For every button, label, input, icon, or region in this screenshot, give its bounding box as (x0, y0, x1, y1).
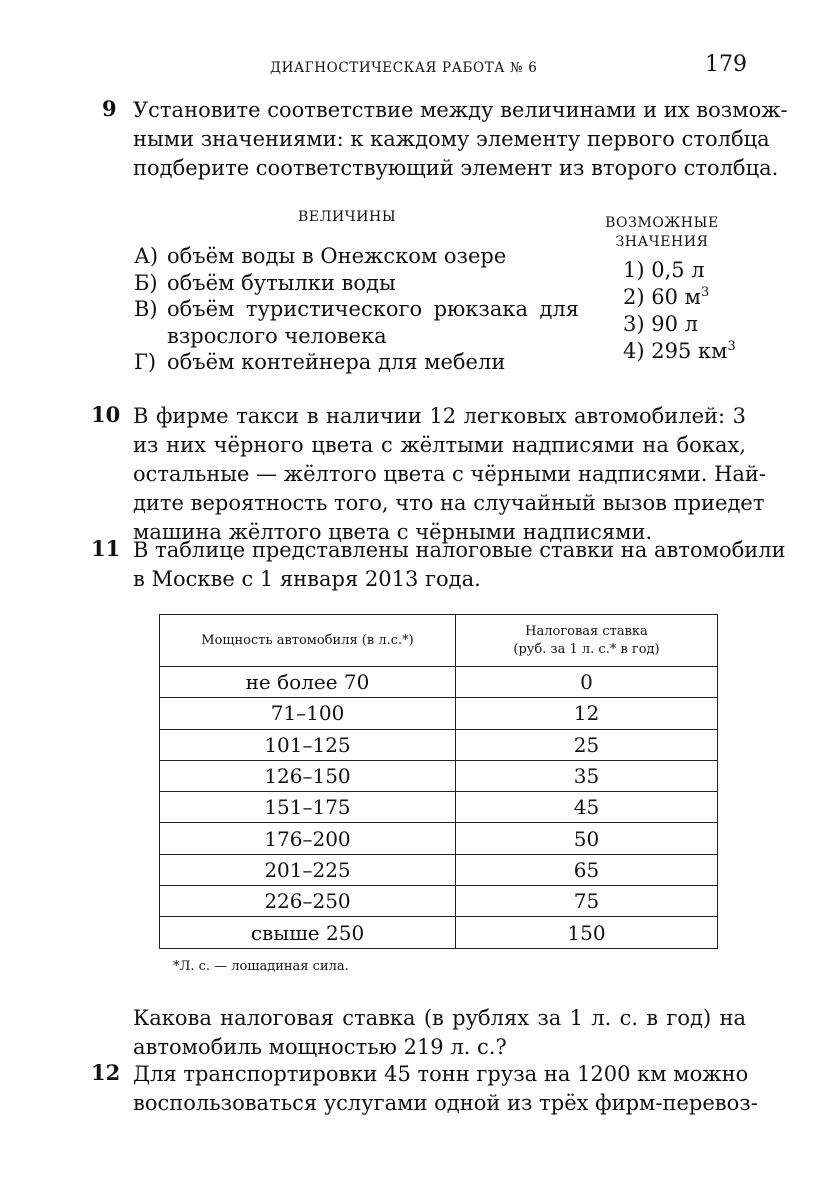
q9-line-2: ными значениями: к каждому элементу первого столбца (133, 127, 770, 151)
cell-power: 101–125 (160, 729, 456, 760)
table-row (160, 667, 718, 698)
cell-rate: 0 (456, 667, 718, 698)
cell-rate: 45 (456, 792, 718, 823)
q10-line-2: из них чёрного цвета с жёлтыми надписями на боках, (133, 433, 746, 457)
q10-line-1: В фирме такси в наличии 12 легковых автомобилей: 3 (133, 404, 746, 428)
question-10-text (133, 402, 767, 547)
q9-item-g (134, 349, 579, 376)
q9-column1-heading: ВЕЛИЧИНЫ (298, 209, 397, 225)
q9-item-text: объём туристического рюкзака для (167, 297, 579, 321)
table-row (160, 917, 718, 948)
cell-rate: 50 (456, 823, 718, 854)
cell-power: 151–175 (160, 792, 456, 823)
cell-rate: 65 (456, 854, 718, 885)
cell-rate: 35 (456, 760, 718, 791)
q9-item-text-continued: взрослого человека (167, 323, 387, 348)
q9-item-label: Г) (134, 350, 157, 374)
running-header: ДИАГНОСТИЧЕСКАЯ РАБОТА № 6 (270, 60, 538, 76)
q9-column2-heading (592, 214, 732, 252)
question-9-text (133, 96, 788, 183)
q10-line-5: машина жёлтого цвета с чёрными надписями. (133, 520, 653, 544)
q9-item-label: А) (134, 244, 159, 268)
cell-power: свыше 250 (160, 917, 456, 948)
q9-value-1: 1) 0,5 л (623, 258, 705, 282)
question-11-number: 11 (91, 536, 121, 561)
q9-item-text: объём бутылки воды (167, 270, 396, 295)
cell-power: 71–100 (160, 698, 456, 729)
q11-question-line-1: Какова налоговая ставка (в рублях за 1 л. с. в год) на (133, 1006, 746, 1030)
q9-item-text: объём воды в Онежском озере (167, 244, 507, 268)
q9-item-text: объём контейнера для мебели (167, 350, 506, 374)
table-row (160, 886, 718, 917)
q9-column2-heading-line1: ВОЗМОЖНЫЕ (605, 215, 719, 231)
q9-column2-heading-line2: ЗНАЧЕНИЯ (615, 234, 709, 250)
q9-values-list (623, 257, 736, 365)
q10-line-4: дите вероятность того, что на случайный вызов приедет (133, 491, 765, 515)
cell-rate: 12 (456, 698, 718, 729)
q9-value-3: 3) 90 л (623, 312, 698, 336)
cell-rate: 75 (456, 886, 718, 917)
q9-value-2: 2) 60 $м^3$ (623, 285, 710, 309)
q9-item-b (134, 270, 579, 297)
table-row (160, 854, 718, 885)
q9-item-label: В) (134, 297, 158, 321)
cell-power: не более 70 (160, 667, 456, 698)
q9-value-4: 4) 295 $км^3$ (623, 339, 736, 363)
cell-power: 226–250 (160, 886, 456, 917)
question-10-number: 10 (91, 402, 121, 427)
cell-power: 176–200 (160, 823, 456, 854)
tax-rate-table (159, 614, 718, 949)
cell-rate: 150 (456, 917, 718, 948)
q12-line-2: воспользоваться услугами одной из трёх фирм-перевоз- (133, 1091, 758, 1115)
q12-line-1: Для транспортировки 45 тонн груза на 1200 км можно (133, 1062, 749, 1086)
q11-question-line-2: автомобиль мощностью 219 л. с.? (133, 1035, 507, 1059)
table-row (160, 792, 718, 823)
table-row (160, 823, 718, 854)
table-row (160, 760, 718, 791)
q9-item-a (134, 243, 579, 270)
q9-quantities-list (134, 243, 579, 376)
q10-line-3: остальные — жёлтого цвета с чёрными надписями. Най- (133, 462, 767, 486)
q11-line-2: в Москве с 1 января 2013 года. (133, 567, 481, 591)
question-12-text (133, 1060, 758, 1118)
q11-line-1: В таблице представлены налоговые ставки на автомобили (133, 538, 786, 562)
question-11-prompt (133, 1004, 746, 1062)
table-header-row (160, 615, 718, 667)
question-9-number: 9 (102, 96, 117, 121)
q9-item-label: Б) (134, 270, 158, 295)
cell-power: 201–225 (160, 854, 456, 885)
question-12-number: 12 (91, 1060, 121, 1085)
table-row (160, 729, 718, 760)
cell-rate: 25 (456, 729, 718, 760)
question-11-text (133, 536, 786, 594)
q9-item-v-continued (134, 323, 579, 350)
q9-line-1: Установите соответствие между величинами и их возмож- (133, 98, 788, 122)
header-rate: Налоговая ставка (руб. за 1 л. с.* в год) (456, 615, 718, 667)
q9-item-v (134, 296, 579, 323)
cell-power: 126–150 (160, 760, 456, 791)
page-number: 179 (705, 52, 747, 77)
table-footnote: *Л. с. — лошадиная сила. (173, 959, 349, 974)
table-row (160, 698, 718, 729)
header-power: Мощность автомобиля (в л.с.*) (160, 615, 456, 667)
q9-line-3: подберите соответствующий элемент из второго столбца. (133, 156, 779, 180)
